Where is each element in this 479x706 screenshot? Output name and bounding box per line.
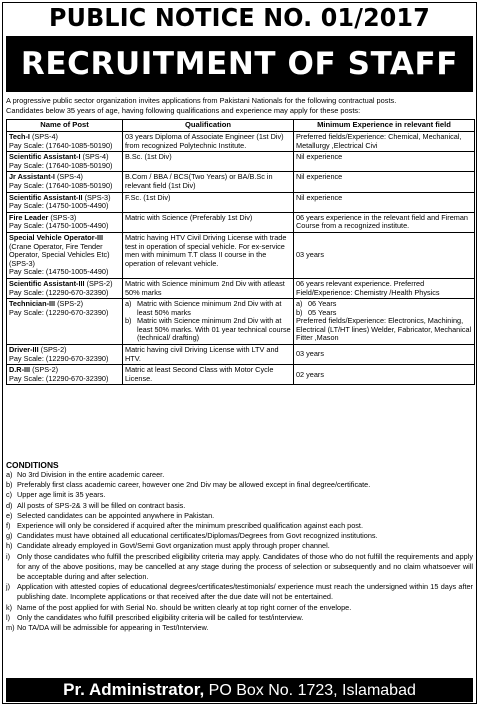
experience-list: [296, 300, 472, 317]
condition-text: Upper age limit is 35 years.: [17, 490, 106, 500]
experience-cell: [294, 345, 475, 365]
condition-marker: m): [6, 623, 15, 633]
condition-text: Experience will only be considered if acquired after the minimum prescribed qualification against each post.: [17, 521, 363, 531]
post-scale-grade: (SPS-2): [40, 345, 67, 355]
item-text: Matric with Science minimum 2nd Div with at least 50% marks: [137, 299, 282, 317]
post-name: Tech-I: [9, 132, 30, 141]
qualification-text: F.Sc. (1st Div): [125, 192, 171, 202]
post-scale-grade: (SPS-2): [57, 299, 84, 309]
experience-cell: [294, 232, 475, 278]
experience-cell: [294, 365, 475, 385]
post-cell: [7, 172, 123, 192]
condition-item: [6, 480, 473, 490]
pay-scale: Pay Scale: (12290-670-32390): [9, 373, 109, 383]
condition-item: [6, 541, 473, 551]
experience-cell: [294, 172, 475, 192]
experience-cell: [294, 152, 475, 172]
pay-scale: Pay Scale: (17640-1085-50190): [9, 140, 113, 150]
table-row: [7, 365, 475, 385]
notice-title: PUBLIC NOTICE NO. 01/2017: [49, 3, 430, 32]
condition-item: [6, 490, 473, 500]
experience-cell: [294, 299, 475, 345]
posts-table: [6, 119, 475, 385]
condition-marker: e): [6, 510, 13, 520]
experience-cell: [294, 278, 475, 298]
condition-marker: b): [6, 480, 13, 490]
post-name: Technician-III: [9, 299, 56, 309]
post-cell: [7, 299, 123, 345]
post-cell: [7, 365, 123, 385]
table-row: [7, 212, 475, 232]
post-scale-grade: (SPS-2): [32, 365, 59, 375]
condition-text: No TA/DA will be admissible for appearing in Test/Interview.: [17, 623, 209, 633]
qualification-item: [125, 317, 291, 343]
experience-text: Preferred fields/Experience: Chemical, Mechanical, Metallurgy ,Electrical Civi: [296, 132, 462, 150]
header-experience: Minimum Experience in relevant field: [294, 120, 475, 132]
footer-address: [6, 678, 473, 702]
intro-line: A progressive public sector organization invites applications from Pakistani Nationals for the following contractual posts.: [6, 96, 397, 105]
qualification-cell: [123, 172, 294, 192]
qualification-item: [125, 300, 291, 317]
condition-text: Preferably first class academic career, however one 2nd Div may be allowed except in final degree/certificate.: [17, 480, 371, 490]
post-cell: [7, 212, 123, 232]
condition-marker: g): [6, 531, 13, 541]
qualification-cell: [123, 365, 294, 385]
experience-item: [296, 309, 472, 318]
pay-scale: Pay Scale: (14750-1005-4490): [9, 221, 109, 231]
condition-marker: a): [6, 470, 13, 479]
qualification-list: [125, 300, 291, 343]
qualification-cell: [123, 299, 294, 345]
condition-text: Application with attested copies of educational degrees/certificates/testimonials/ experience must reach the undersigned within 15 days after publishing date. Incomplete applications or that received after the due date will not be entertained.: [17, 582, 473, 602]
qualification-text: Matric at least Second Class with Motor Cycle License.: [125, 365, 274, 383]
conditions-heading: CONDITIONS: [6, 460, 59, 470]
experience-text: 06 years relevant experience. Preferred Field/Experience: Chemistry /Health Physics: [296, 278, 440, 297]
post-cell: [7, 278, 123, 298]
condition-item: [6, 613, 473, 623]
experience-cell: [294, 212, 475, 232]
post-cell: [7, 132, 123, 152]
qualification-text: Matric with Science minimum 2nd Div with atleast 50% marks: [125, 278, 285, 297]
post-scale-grade: (SPS-3): [50, 212, 77, 222]
condition-item: [6, 623, 473, 633]
qualification-cell: [123, 278, 294, 298]
header-name-of-post: Name of Post: [7, 120, 123, 132]
item-marker: b): [125, 316, 132, 326]
table-row: [7, 192, 475, 212]
condition-text: Candidate already employed in Govt/Semi Govt organization must apply through proper channel.: [17, 541, 330, 551]
condition-item: [6, 582, 473, 602]
condition-text: No 3rd Division in the entire academic career.: [17, 470, 165, 479]
condition-marker: j): [6, 582, 11, 592]
header-qualification: Qualification: [123, 120, 294, 132]
condition-item: [6, 531, 473, 541]
table-row: [7, 152, 475, 172]
post-name: Scientific Assistant-III: [9, 278, 85, 288]
table-row: [7, 132, 475, 152]
experience-text: Nil experience: [296, 152, 343, 162]
condition-item: [6, 501, 473, 511]
table-row: [7, 232, 475, 278]
qualification-cell: [123, 132, 294, 152]
qualification-text: B.Sc. (1st Div): [125, 152, 172, 162]
post-cell: [7, 345, 123, 365]
condition-item: [6, 470, 473, 480]
post-name: Scientific Assistant-I: [9, 152, 81, 162]
post-scale-grade: (SPS-2): [86, 278, 113, 288]
post-name: Special Vehicle Operator-III: [9, 232, 104, 242]
item-text: 05 Years: [308, 307, 337, 317]
qualification-cell: [123, 345, 294, 365]
pay-scale: Pay Scale: (14750-1005-4490): [9, 201, 109, 211]
intro-line: Candidates below 35 years of age, having following qualifications and experience may apply for these posts:: [6, 106, 361, 115]
post-scale-grade: (SPS-3): [84, 192, 111, 202]
post-name: Fire Leader: [9, 212, 49, 222]
post-cell: [7, 192, 123, 212]
post-cell: [7, 152, 123, 172]
qualification-text: Matric having HTV Civil Driving License with trade test in operation of special vehicle. For ex-service men with minimum T.T class II course in the operation of relevant vehicle.: [125, 232, 287, 268]
condition-marker: c): [6, 490, 13, 500]
condition-item: [6, 552, 473, 583]
pay-scale: Pay Scale: (17640-1085-50190): [9, 180, 113, 190]
conditions-list: [6, 470, 473, 633]
post-scale-grade: (SPS-4): [82, 152, 109, 162]
experience-text: 06 years experience in the relevant field and Fireman Course from a recognized institute.: [296, 212, 468, 231]
post-scale-grade: (SPS-4): [31, 132, 58, 141]
experience-text: 03 years: [296, 349, 324, 359]
qualification-cell: [123, 232, 294, 278]
pay-scale: Pay Scale: (12290-670-32390): [9, 307, 109, 317]
experience-text: Nil experience: [296, 172, 343, 182]
pay-scale: Pay Scale: (14750-1005-4490): [9, 267, 109, 277]
condition-marker: h): [6, 541, 13, 551]
condition-item: [6, 511, 473, 521]
qualification-text: 03 years Diploma of Associate Engineer (1st Div) from recognized Polytechnic Institute.: [125, 132, 284, 150]
experience-text: Preferred fields/Experience: Electronics, Machining, Electrical (LT/HT lines) Welder, Fabricator, Mechanical Fitter ,Mason: [296, 316, 472, 343]
condition-marker: d): [6, 500, 13, 510]
condition-text: Candidates must have obtained all educational certificates/Diplomas/Degrees from Govt recognized institutions.: [17, 531, 378, 541]
footer-po-box: PO Box No. 1723, Islamabad: [204, 682, 416, 699]
experience-text: 02 years: [296, 369, 324, 379]
experience-text: Nil experience: [296, 192, 343, 202]
qualification-cell: [123, 192, 294, 212]
post-extra: (Crane Operator, Fire Tender Operator, Special Vehicles Etc) (SPS-3): [9, 241, 110, 268]
pay-scale: Pay Scale: (12290-670-32390): [9, 287, 109, 297]
condition-item: [6, 603, 473, 613]
post-scale-grade: (SPS-4): [57, 172, 83, 182]
post-cell: [7, 232, 123, 278]
condition-marker: l): [6, 612, 11, 622]
post-name: D.R-III: [9, 365, 31, 375]
pay-scale: Pay Scale: (17640-1085-50190): [9, 160, 113, 170]
intro-text: [6, 96, 474, 116]
condition-text: All posts of SPS-2& 3 will be filled on contract basis.: [17, 500, 186, 510]
table-row: [7, 299, 475, 345]
qualification-text: B.Com / BBA / BCS(Two Years) or BA/B.Sc in relevant field (1st Div): [125, 172, 273, 190]
qualification-cell: [123, 152, 294, 172]
condition-item: [6, 521, 473, 531]
table-row: [7, 278, 475, 298]
experience-cell: [294, 132, 475, 152]
qualification-text: Matric having civil Driving License with LTV and HTV.: [125, 345, 279, 363]
condition-marker: f): [6, 521, 11, 531]
condition-marker: k): [6, 602, 13, 612]
post-name: Driver-III: [9, 345, 39, 355]
condition-marker: i): [6, 551, 11, 561]
pay-scale: Pay Scale: (12290-670-32390): [9, 353, 109, 363]
post-name: Scientific Assistant-II: [9, 192, 83, 202]
item-text: Matric with Science minimum 2nd Div with at least 50% marks. With 01 year technical course (technical/ drafting): [137, 316, 291, 343]
footer-addressee: Pr. Administrator,: [63, 680, 205, 699]
table-row: [7, 345, 475, 365]
condition-text: Only those candidates who fulfill the prescribed eligibility criteria may apply. Candidates of those who do not fulfill the requirements and apply for any of the above positions, may be cancelled at any stage during the process of selection or subsequently and no claim whatsoever will be acceptable during and after selection.: [17, 551, 473, 582]
condition-text: Selected candidates can be appointed anywhere in Pakistan.: [17, 510, 215, 520]
table-row: [7, 172, 475, 192]
post-name: Jr Assistant-I: [9, 172, 55, 182]
table-header-row: [7, 120, 475, 132]
condition-text: Name of the post applied for with Serial No. should be written clearly at top right corner of the envelope.: [17, 602, 352, 612]
item-text: 06 Years: [308, 299, 337, 309]
qualification-cell: [123, 212, 294, 232]
condition-text: Only the candidates who fulfill prescribed eligibility criteria will be called for test/interview.: [17, 612, 304, 622]
recruitment-banner: RECRUITMENT OF STAFF: [6, 36, 473, 92]
experience-text: 03 years: [296, 250, 324, 260]
item-marker: b): [296, 307, 303, 317]
item-marker: a): [296, 299, 303, 309]
item-marker: a): [125, 299, 132, 309]
experience-cell: [294, 192, 475, 212]
qualification-text: Matric with Science (Preferably 1st Div): [125, 212, 253, 222]
